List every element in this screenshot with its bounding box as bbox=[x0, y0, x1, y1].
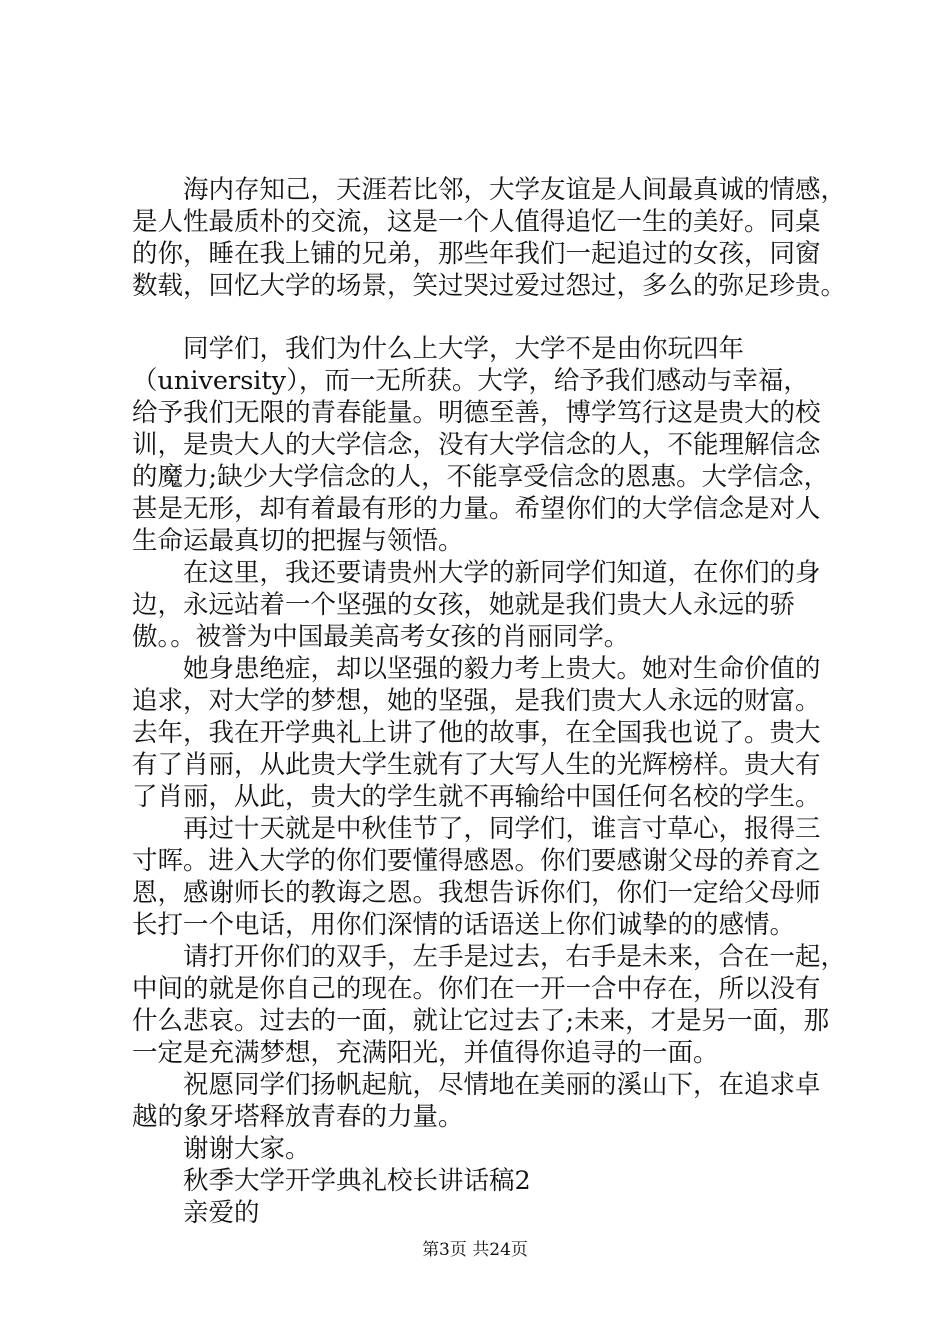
text-line: 傲。。被誉为中国最美高考女孩的肖丽同学。 bbox=[132, 622, 630, 652]
text-line: 数载，回忆大学的场景，笑过哭过爱过怨过，多么的弥足珍贵。 bbox=[132, 271, 847, 301]
text-line: 同学们，我们为什么上大学，大学不是由你玩四年 bbox=[132, 334, 745, 364]
text-line: 秋季大学开学典礼校长讲话稿2 bbox=[132, 1166, 531, 1196]
text-line: 什么悲哀。过去的一面，就让它过去了;未来，才是另一面，那 bbox=[132, 1006, 830, 1036]
text-line: 一定是充满梦想，充满阳光，并值得你追寻的一面。 bbox=[132, 1038, 719, 1068]
text-line: 越的象牙塔释放青春的力量。 bbox=[132, 1102, 464, 1132]
text-line: 有了肖丽，从此贵大学生就有了大写人生的光辉榜样。贵大有 bbox=[132, 750, 821, 780]
text-line: 再过十天就是中秋佳节了，同学们，谁言寸草心，报得三 bbox=[132, 814, 821, 844]
text-line: 生命运最真切的把握与领悟。 bbox=[132, 526, 464, 556]
text-line: 给予我们无限的青春能量。明德至善，博学笃行这是贵大的校 bbox=[132, 398, 821, 428]
page-footer: 第3页 共24页 bbox=[422, 1240, 528, 1260]
text-line: 的你，睡在我上铺的兄弟，那些年我们一起追过的女孩，同窗 bbox=[132, 239, 821, 269]
text-line: 的魔力;缺少大学信念的人，不能享受信念的恩惠。大学信念， bbox=[132, 462, 830, 492]
text-line: 祝愿同学们扬帆起航，尽情地在美丽的溪山下，在追求卓 bbox=[132, 1070, 821, 1100]
text-line: 寸晖。进入大学的你们要懂得感恩。你们要感谢父母的养育之 bbox=[132, 846, 821, 876]
text-line: 谢谢大家。 bbox=[132, 1134, 311, 1164]
text-line: 追求，对大学的梦想，她的坚强，是我们贵大人永远的财富。 bbox=[132, 686, 821, 716]
text-line: 海内存知己，天涯若比邻，大学友谊是人间最真诚的情感， bbox=[132, 175, 847, 205]
text-line: 在这里，我还要请贵州大学的新同学们知道，在你们的身 bbox=[132, 558, 821, 588]
text-line: （university），而一无所获。大学，给予我们感动与幸福， bbox=[132, 366, 809, 396]
text-line: 了肖丽，从此，贵大的学生就不再输给中国任何名校的学生。 bbox=[132, 782, 821, 812]
text-line: 亲爱的 bbox=[132, 1198, 260, 1228]
text-line: 边，永远站着一个坚强的女孩，她就是我们贵大人永远的骄 bbox=[132, 590, 796, 620]
text-line: 训，是贵大人的大学信念，没有大学信念的人，不能理解信念 bbox=[132, 430, 821, 460]
text-line: 甚是无形，却有着最有形的力量。希望你们的大学信念是对人 bbox=[132, 494, 821, 524]
text-line: 恩，感谢师长的教诲之恩。我想告诉你们，你们一定给父母师 bbox=[132, 878, 821, 908]
text-line: 请打开你们的双手，左手是过去，右手是未来，合在一起， bbox=[132, 942, 847, 972]
text-line: 中间的就是你自己的现在。你们在一开一合中存在，所以没有 bbox=[132, 974, 821, 1004]
text-line: 去年，我在开学典礼上讲了他的故事，在全国我也说了。贵大 bbox=[132, 718, 821, 748]
text-line: 长打一个电话，用你们深情的话语送上你们诚挚的的感情。 bbox=[132, 910, 796, 940]
text-line: 她身患绝症，却以坚强的毅力考上贵大。她对生命价值的 bbox=[132, 654, 821, 684]
text-line: 是人性最质朴的交流，这是一个人值得追忆一生的美好。同桌 bbox=[132, 207, 821, 237]
